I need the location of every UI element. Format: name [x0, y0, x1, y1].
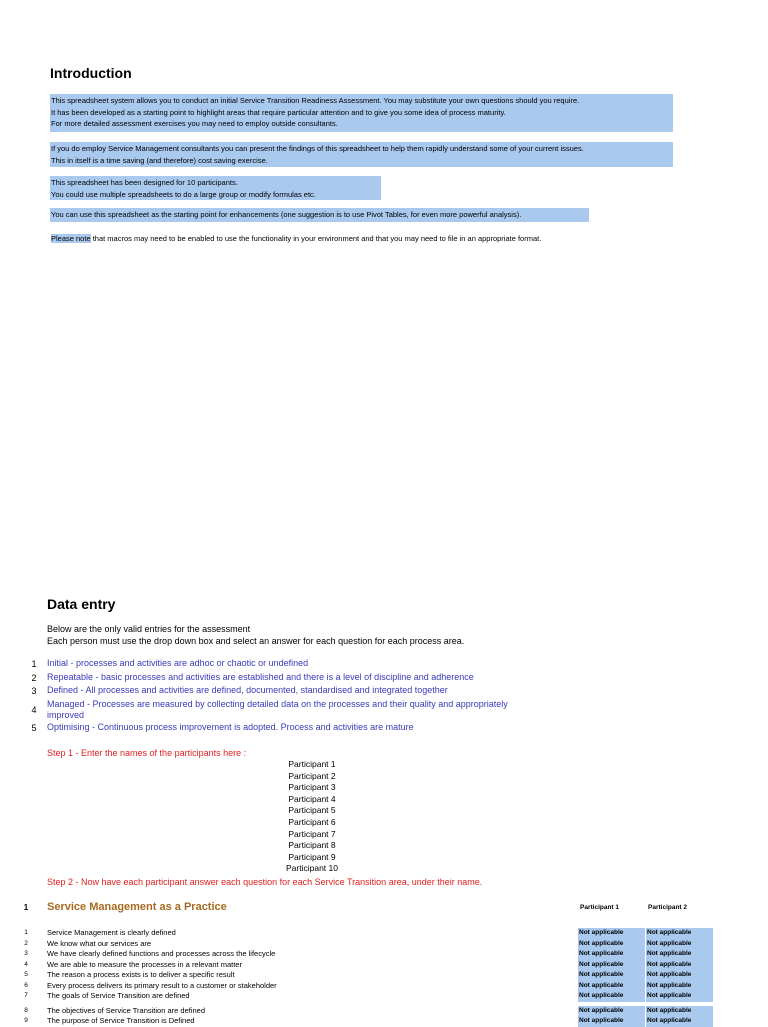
intro-p5-highlight: Please note	[51, 234, 91, 243]
level-num-1: 1	[31, 659, 37, 669]
question-row	[0, 939, 768, 950]
column-header-participant-2: Participant 2	[648, 904, 688, 911]
question-number: 8	[24, 1007, 28, 1014]
column-header-participant-1: Participant 1	[580, 904, 620, 911]
answer-dropdown-participant-1[interactable]: Not applicable	[578, 970, 645, 981]
participant-name-6[interactable]: Participant 6	[288, 816, 336, 827]
question-text: The goals of Service Transition are defined	[47, 991, 190, 1000]
answer-dropdown-participant-1[interactable]: Not applicable	[578, 939, 645, 950]
level-num-5: 5	[31, 723, 37, 733]
participant-list	[270, 759, 354, 875]
level-num-4: 4	[31, 705, 37, 715]
answer-dropdown-participant-1[interactable]: Not applicable	[578, 949, 645, 960]
participant-name-7[interactable]: Participant 7	[288, 828, 336, 839]
answer-dropdown-participant-1[interactable]: Not applicable	[578, 1016, 645, 1027]
question-row	[0, 981, 768, 992]
question-row	[0, 991, 768, 1002]
participant-name-2[interactable]: Participant 2	[288, 770, 336, 781]
intro-paragraph-4: You can use this spreadsheet as the starting point for enhancements (one suggestion is to use Pivot Tables, for even more powerful analysis).	[50, 208, 589, 222]
level-text-4-cont: improved	[47, 710, 85, 720]
answer-dropdown-participant-1[interactable]: Not applicable	[578, 991, 645, 1002]
question-row	[0, 970, 768, 981]
question-text: We have clearly defined functions and processes across the lifecycle	[47, 949, 276, 958]
participant-name-1[interactable]: Participant 1	[288, 759, 336, 769]
participant-name-3[interactable]: Participant 3	[288, 782, 336, 793]
question-row	[0, 928, 768, 939]
answer-dropdown-participant-1[interactable]: Not applicable	[578, 928, 645, 939]
level-text-2: Repeatable - basic processes and activities are established and there is a level of discipline and adherence	[47, 672, 474, 682]
question-text: Every process delivers its primary result to a customer or stakeholder	[47, 980, 277, 990]
intro-p3-line1: This spreadsheet has been designed for 10 participants.	[51, 178, 238, 187]
intro-p1-line3: For more detailed assessment exercises you may need to employ outside consultants.	[51, 119, 338, 128]
intro-p3-line2: You could use multiple spreadsheets to do a large group or modify formulas etc.	[51, 189, 316, 199]
participant-name-4[interactable]: Participant 4	[288, 793, 336, 804]
intro-paragraph-1	[50, 94, 673, 132]
question-row	[0, 1016, 768, 1027]
question-number: 1	[24, 929, 28, 936]
data-entry-line1: Below are the only valid entries for the assessment	[47, 624, 251, 634]
intro-p1-line2: It has been developed as a starting point to highlight areas that require particular attention and to give you some idea of process maturity.	[51, 107, 506, 117]
section-title: Service Management as a Practice	[47, 901, 227, 913]
answer-dropdown-participant-2[interactable]: Not applicable	[646, 1016, 713, 1027]
participant-name-5[interactable]: Participant 5	[288, 805, 336, 816]
answer-dropdown-participant-2[interactable]: Not applicable	[646, 928, 713, 939]
answer-dropdown-participant-2[interactable]: Not applicable	[646, 970, 713, 981]
question-number: 2	[24, 939, 28, 947]
question-text: Service Management is clearly defined	[47, 928, 176, 937]
level-num-2: 2	[31, 673, 37, 683]
level-text-4: Managed - Processes are measured by collecting detailed data on the processes and their quality and appropriately	[47, 699, 508, 709]
participant-name-9[interactable]: Participant 9	[288, 851, 336, 862]
intro-p2-line2: This in itself is a time saving (and therefore) cost saving exercise.	[51, 155, 268, 165]
step2-instruction: Step 2 - Now have each participant answer each question for each Service Transition area, under their name.	[47, 877, 483, 887]
answer-dropdown-participant-1[interactable]: Not applicable	[578, 1006, 645, 1017]
level-text-1: Initial - processes and activities are adhoc or chaotic or undefined	[47, 658, 309, 668]
intro-paragraph-5	[50, 232, 541, 246]
participant-name-10[interactable]: Participant 10	[286, 863, 338, 874]
question-number: 6	[24, 981, 28, 989]
question-row	[0, 1006, 768, 1017]
answer-dropdown-participant-2[interactable]: Not applicable	[646, 981, 713, 992]
answer-dropdown-participant-2[interactable]: Not applicable	[646, 1006, 713, 1017]
level-text-3: Defined - All processes and activities are defined, documented, standardised and integrated together	[47, 685, 448, 695]
data-entry-line2: Each person must use the drop down box and select an answer for each question for each process area.	[47, 636, 465, 646]
question-number: 7	[24, 992, 28, 999]
question-text: We are able to measure the processes in a relevant matter	[47, 959, 242, 969]
level-text-5: Optimising - Continuous process improvement is adopted. Process and activities are mature	[47, 722, 414, 732]
participant-name-8[interactable]: Participant 8	[288, 840, 336, 851]
question-text: We know what our services are	[47, 938, 152, 948]
intro-paragraph-3	[50, 176, 381, 200]
question-number: 9	[24, 1017, 28, 1024]
intro-p1-line1: This spreadsheet system allows you to conduct an initial Service Transition Readiness Assessment. You may substitute your own questions should you require.	[51, 96, 580, 105]
answer-dropdown-participant-2[interactable]: Not applicable	[646, 991, 713, 1002]
section-number: 1	[23, 903, 29, 912]
question-number: 5	[24, 971, 28, 978]
question-text: The objectives of Service Transition are defined	[47, 1006, 206, 1015]
answer-dropdown-participant-1[interactable]: Not applicable	[578, 981, 645, 992]
data-entry-title: Data entry	[47, 596, 116, 612]
answer-dropdown-participant-1[interactable]: Not applicable	[578, 960, 645, 971]
answer-dropdown-participant-2[interactable]: Not applicable	[646, 960, 713, 971]
question-number: 3	[24, 950, 28, 957]
level-num-3: 3	[31, 686, 37, 696]
intro-p2-line1: If you do employ Service Management consultants you can present the findings of this spreadsheet to help them rapidly understand some of your current issues.	[51, 144, 584, 153]
question-row	[0, 949, 768, 960]
intro-paragraph-2	[50, 142, 673, 167]
question-row	[0, 960, 768, 971]
intro-title: Introduction	[50, 65, 132, 81]
question-text: The purpose of Service Transition is Defined	[47, 1016, 195, 1025]
intro-p5-rest: that macros may need to be enabled to use the functionality in your environment and that you may need to file in an appropriate format.	[90, 234, 542, 243]
answer-dropdown-participant-2[interactable]: Not applicable	[646, 939, 713, 950]
question-text: The reason a process exists is to deliver a specific result	[47, 970, 235, 979]
answer-dropdown-participant-2[interactable]: Not applicable	[646, 949, 713, 960]
step1-instruction: Step 1 - Enter the names of the participants here :	[47, 748, 247, 758]
question-number: 4	[24, 960, 28, 968]
